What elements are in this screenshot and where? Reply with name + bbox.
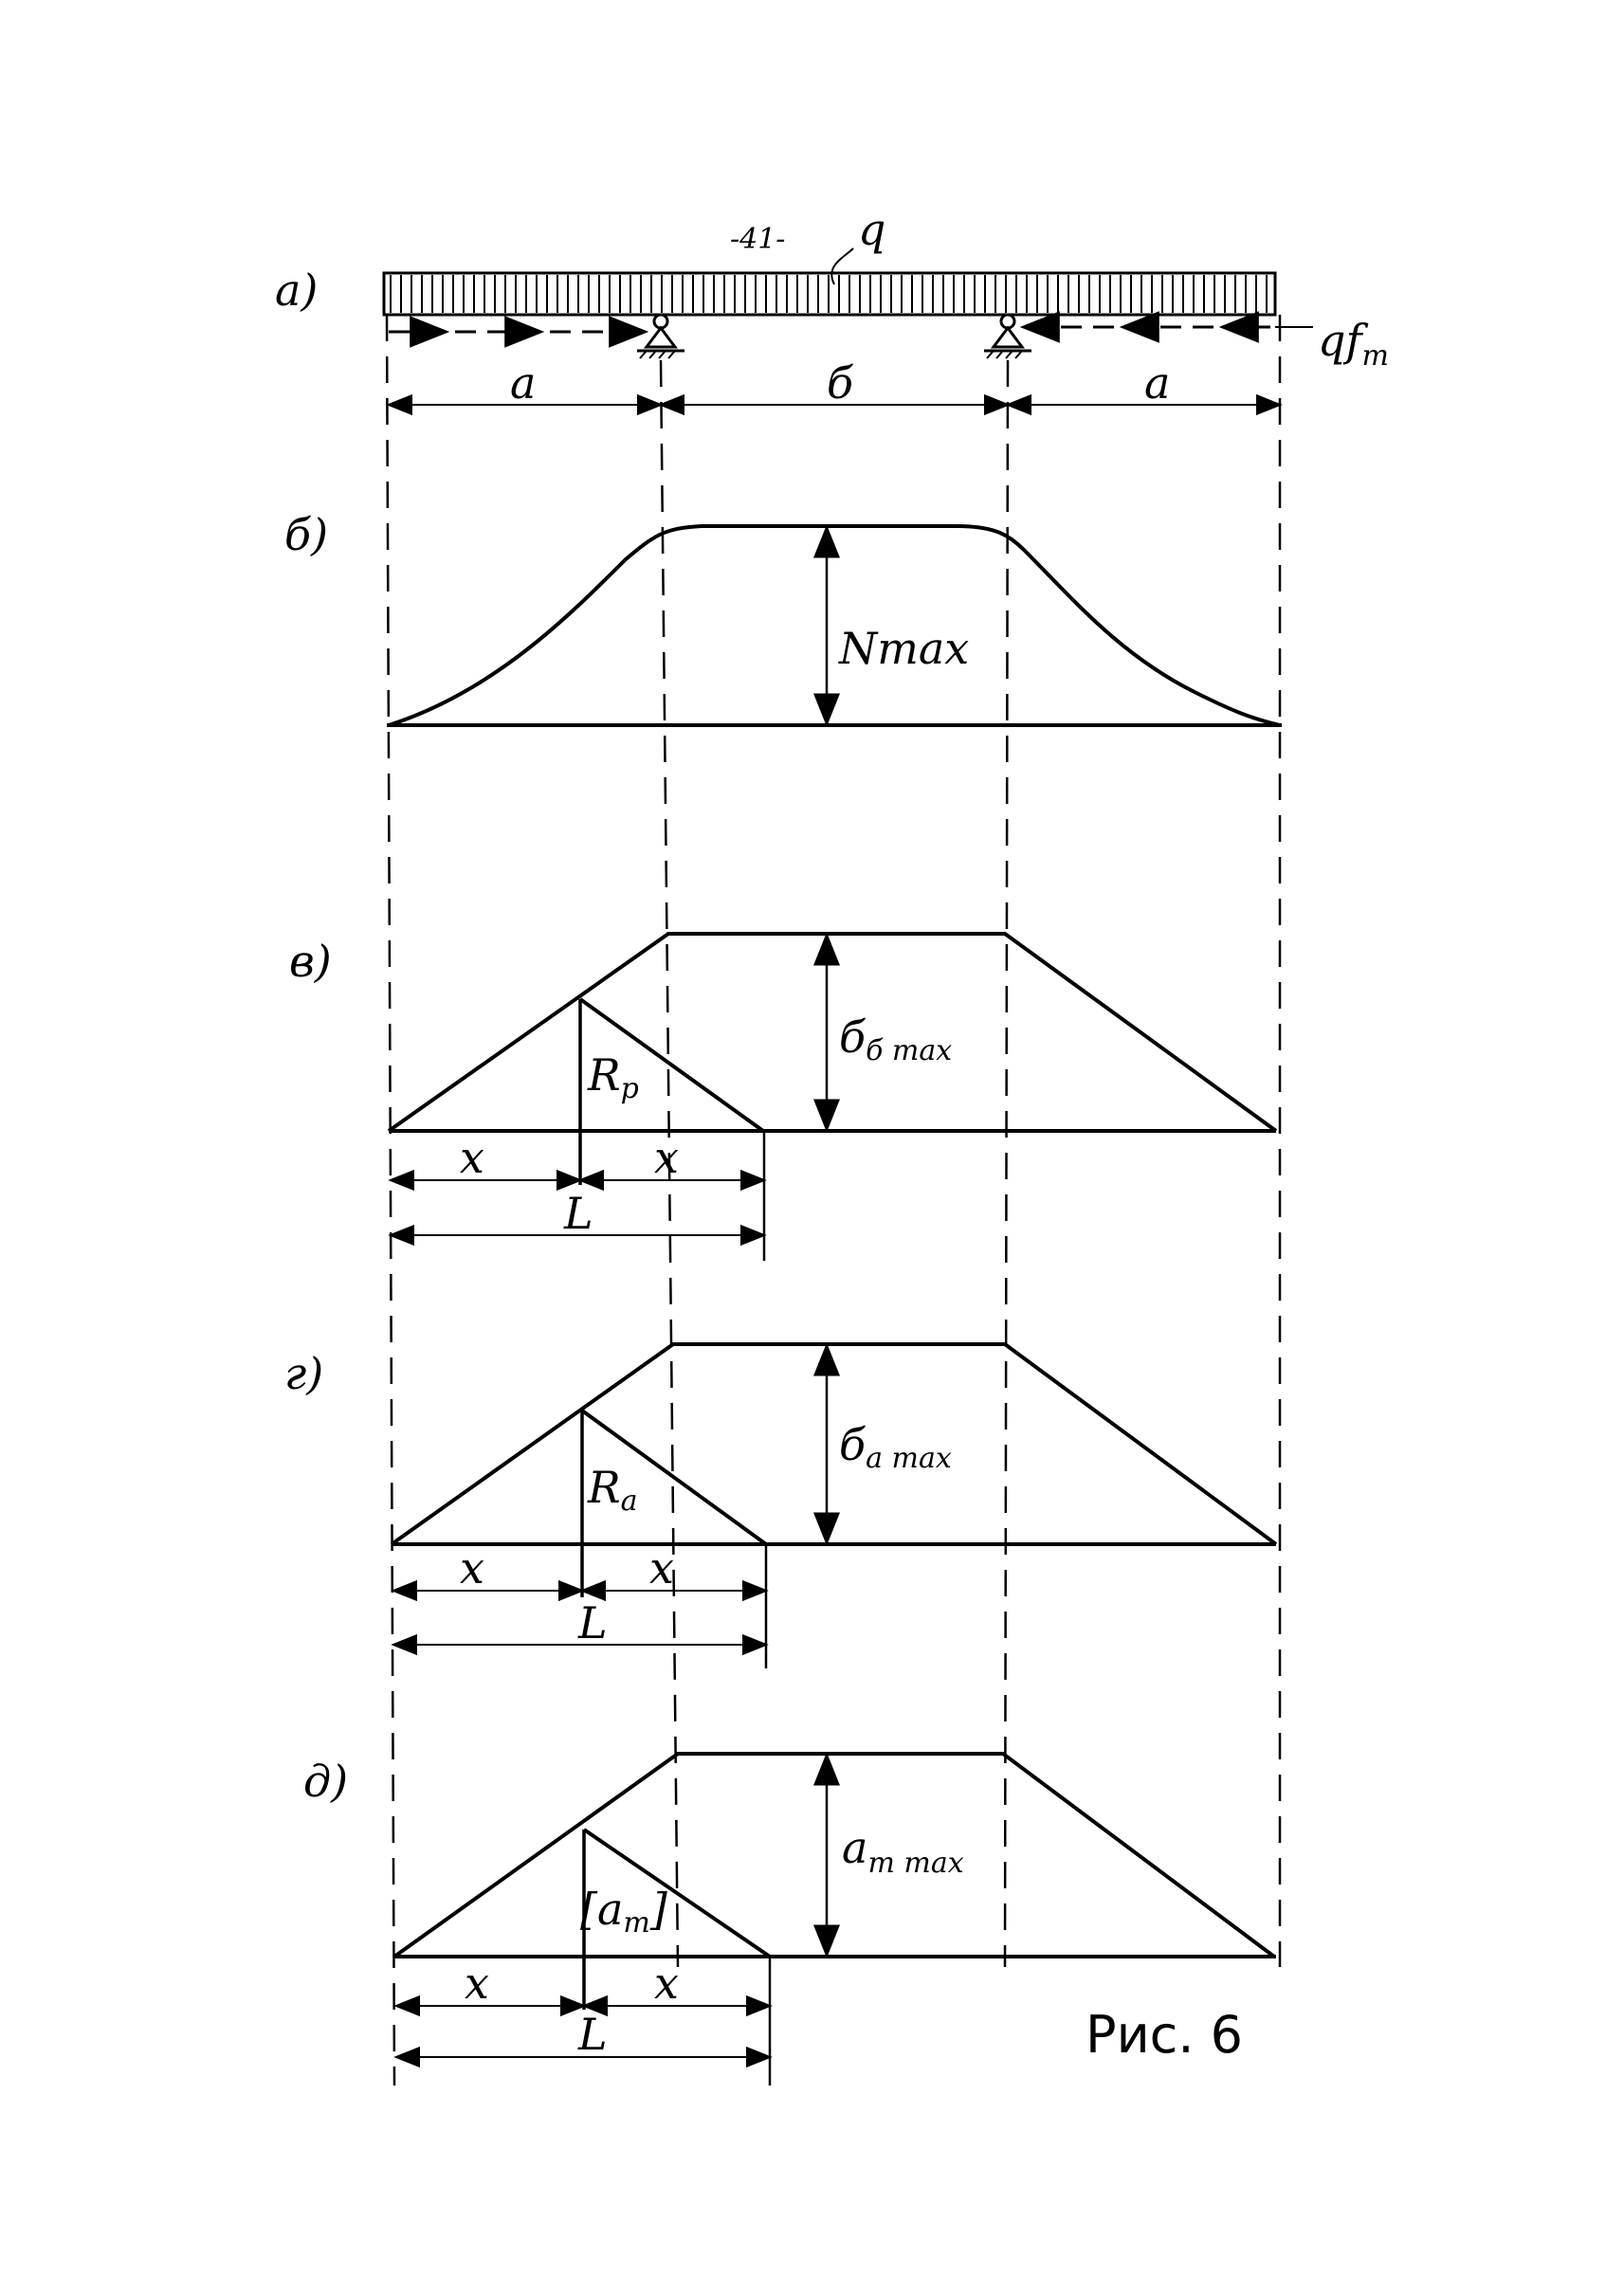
panel-d-peak-label: [aт] xyxy=(580,1884,667,1940)
panel-g-trapezoid xyxy=(392,1344,1276,1544)
panel-g-dim-L-label: L xyxy=(578,1597,608,1648)
panel-g-value-label: бa max xyxy=(839,1419,952,1475)
panel-v-trapezoid xyxy=(389,934,1276,1131)
vertical-guide-lines xyxy=(387,315,1280,2086)
panel-v-stress-diagram xyxy=(289,934,1276,1261)
load-hatching xyxy=(391,275,1267,313)
panel-d-dim-x2-label: x xyxy=(654,1958,679,2009)
dim-label-b-middle: б xyxy=(827,357,854,409)
pin-support-icon xyxy=(984,315,1031,358)
panel-b-curve xyxy=(389,526,1280,725)
panel-g-dim-x1-label: x xyxy=(460,1542,484,1594)
panel-d-dim-L-label: L xyxy=(578,2009,608,2060)
panel-v-dim-L-label: L xyxy=(564,1188,593,1239)
load-label: q xyxy=(858,204,886,255)
panel-b-label: б) xyxy=(284,509,329,560)
panel-v-label: в) xyxy=(289,936,332,987)
figure-caption: Рис. 6 xyxy=(1086,2005,1244,2065)
dim-label-a-right: a xyxy=(1144,357,1171,409)
panel-v-dim-x1-label: x xyxy=(460,1132,484,1183)
panel-g-label: г) xyxy=(284,1348,324,1399)
panel-g-dim-x2-label: x xyxy=(649,1542,674,1594)
panel-d-label: д) xyxy=(303,1756,349,1807)
page-number-label: -41- xyxy=(730,223,786,256)
friction-label: $qf_т$ xyxy=(1318,315,1389,373)
panel-a-label: а) xyxy=(275,264,319,316)
panel-v-peak-label: Rp xyxy=(588,1049,639,1105)
panel-d-dim-x1-label: x xyxy=(465,1958,489,2009)
panel-b-value-label: Nmax xyxy=(839,623,970,674)
panel-g-peak-label: Ra xyxy=(588,1462,638,1518)
dim-label-a-left: a xyxy=(510,357,537,409)
pin-support-icon xyxy=(637,315,684,358)
panel-d-trapezoid xyxy=(394,1754,1274,1957)
panel-b-axial-force-diagram xyxy=(284,509,1282,725)
panel-v-dim-x2-label: x xyxy=(654,1132,679,1183)
panel-d-value-label: $a_{т max}$ xyxy=(842,1822,964,1880)
panel-v-value-label: бб max xyxy=(839,1011,953,1067)
panel-g-stress-diagram xyxy=(284,1344,1276,1668)
panel-a-beam-diagram xyxy=(275,204,1389,409)
